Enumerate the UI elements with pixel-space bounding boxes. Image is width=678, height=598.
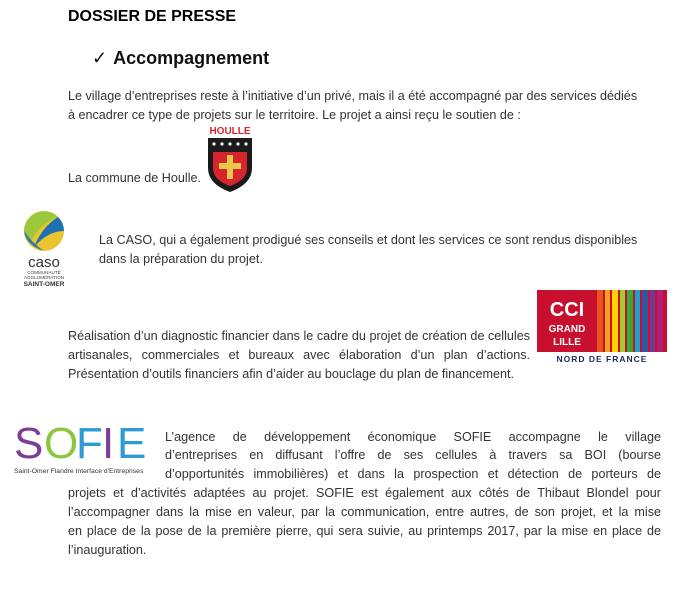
sofie-logo-caption: Saint-Omer Flandre Interface d'Entreprises <box>14 468 144 475</box>
sofie-line-2: d’entreprises en diffusant l’offre de ses cellules à travers sa BOI (bourse <box>165 448 661 462</box>
sofie-line-6: en place de la pose de la première pierre, qui sera suivie, au printemps 2017, par la mise en place de <box>68 524 661 538</box>
caso-emblem-icon <box>18 209 70 289</box>
sofie-letter-s: S <box>14 419 44 468</box>
cci-stripes-icon <box>537 290 667 364</box>
cci-grand-lille-logo <box>537 290 667 364</box>
cci-logo-lille: LILLE <box>553 337 581 348</box>
cci-line-3: Présentation d’outils financiers afin d’aider au bouclage du plan de financement. <box>68 367 514 381</box>
houlle-coat-of-arms-logo <box>205 124 255 194</box>
caso-line-2: dans la préparation du projet. <box>99 252 263 266</box>
sofie-line-7: l’inauguration. <box>68 543 147 557</box>
caso-line-1: La CASO, qui a également prodigué ses conseils et dont les services ce sont rendus disponibles <box>99 233 638 247</box>
cci-logo-bottom: NORD DE FRANCE <box>556 354 648 364</box>
sofie-line-4: projets et d’activités adaptées au projet. SOFIE est également aux côtés de Thibaut Blondel pour <box>68 486 661 500</box>
caso-logo-line-3: SAINT-OMER <box>23 281 65 288</box>
document-title: DOSSIER DE PRESSE <box>68 8 237 25</box>
intro-line-2: à encadrer ce type de projets sur le territoire. Le projet a ainsi reçu le soutien de : <box>68 108 521 122</box>
sofie-line-5: l’accompagner dans la mise en valeur, par la communication, entre autres, de son projet, et la mise <box>68 505 661 519</box>
caso-logo-line-2: AGGLOMÉRATION <box>23 275 65 280</box>
houlle-text: La commune de Houlle. <box>68 171 202 185</box>
cci-line-1: Réalisation d’un diagnostic financier dans le cadre du projet de création de cellules <box>68 329 530 343</box>
checkmark-icon: ✓ <box>92 48 108 68</box>
houlle-logo-text: HOULLE <box>209 126 251 137</box>
cci-logo-grand: GRAND <box>548 324 586 335</box>
caso-logo <box>18 209 70 289</box>
sofie-logo <box>14 416 164 476</box>
section-title: Accompagnement <box>113 48 270 68</box>
sofie-letter-o: O <box>44 419 79 468</box>
caso-logo-name: caso <box>28 254 60 271</box>
sofie-wordmark-icon <box>14 416 164 476</box>
intro-line-1: Le village d’entreprises reste à l’initiative d’un privé, mais il a été accompagné par des services dédiés <box>68 89 638 103</box>
sofie-line-3: d’opportunités immobilières) et dans la prospection et détection de porteurs de <box>165 467 661 481</box>
sofie-letter-i: I <box>102 419 115 468</box>
cci-line-2: artisanales, commerciales et bureaux avec élaboration d’un plan d’actions. <box>68 348 530 362</box>
sofie-letter-e: E <box>117 419 147 468</box>
cci-logo-cci: CCI <box>549 299 585 321</box>
houlle-shield-icon <box>205 124 255 194</box>
sofie-letter-f: F <box>76 419 103 468</box>
sofie-line-1: L’agence de développement économique SOFIE accompagne le village <box>165 430 661 444</box>
caso-logo-line-1: COMMUNAUTÉ <box>27 270 61 275</box>
section-heading <box>92 48 269 69</box>
